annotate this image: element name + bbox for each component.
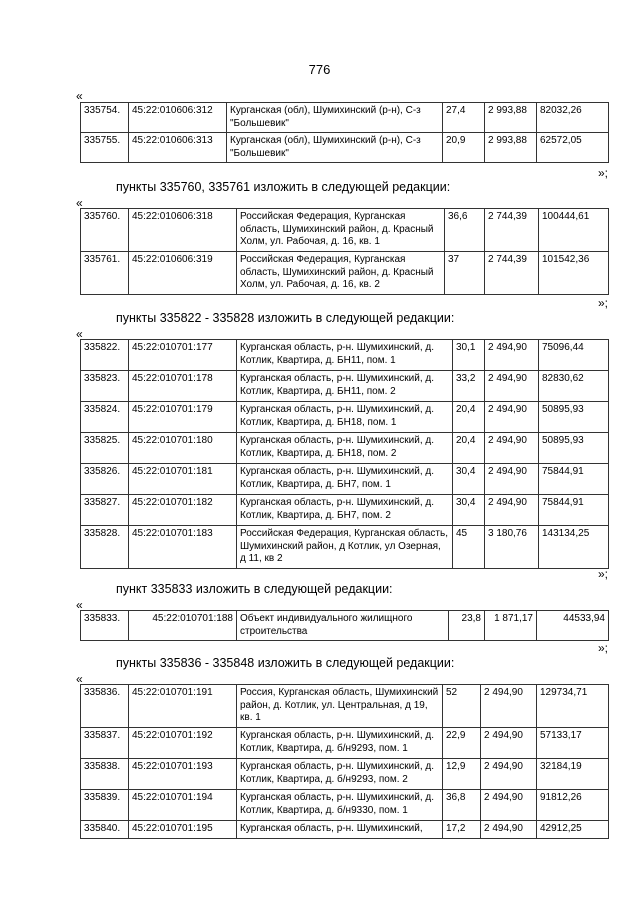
row-number: 335824. [81,402,129,433]
table-section-1 [80,102,609,163]
area: 20,4 [453,402,485,433]
rate: 2 993,88 [485,103,537,133]
table-section-5 [80,684,609,839]
cadastral-value: 50895,93 [539,402,609,433]
address: Курганская область, р-н. Шумихинский, д. Котлик, Квартира, д. б/н9330, пом. 1 [237,790,443,821]
table-row [81,611,609,641]
area: 27,4 [443,103,485,133]
rate: 2 494,90 [481,790,537,821]
open-quote: « [76,196,83,210]
cadastral-value: 75844,91 [539,464,609,495]
address: Курганская область, р-н. Шумихинский, д. Котлик, Квартира, д. БН7, пом. 1 [237,464,453,495]
cadastral-number: 45:22:010701:179 [129,402,237,433]
area: 17,2 [443,821,481,839]
row-number: 335826. [81,464,129,495]
cadastral-number: 45:22:010606:313 [129,133,227,163]
area: 30,1 [453,340,485,371]
cadastral-value: 75096,44 [539,340,609,371]
row-number: 335838. [81,759,129,790]
address: Курганская область, р-н. Шумихинский, д. Котлик, Квартира, д. б/н9293, пом. 2 [237,759,443,790]
instruction-text: пункты 335836 - 335848 изложить в следующей редакции: [116,656,455,670]
cadastral-number: 45:22:010701:181 [129,464,237,495]
table-row [81,526,609,569]
rate: 3 180,76 [485,526,539,569]
cadastral-value: 32184,19 [537,759,609,790]
cadastral-number: 45:22:010701:178 [129,371,237,402]
cadastral-number: 45:22:010606:318 [129,209,237,252]
table-row [81,433,609,464]
table-row [81,209,609,252]
cadastral-number: 45:22:010701:195 [129,821,237,839]
table-section-3 [80,339,609,569]
cadastral-number: 45:22:010701:182 [129,495,237,526]
instruction-text: пункты 335760, 335761 изложить в следующей редакции: [116,180,451,194]
cadastral-number: 45:22:010606:312 [129,103,227,133]
rate: 2 494,90 [485,495,539,526]
cadastral-number: 45:22:010701:194 [129,790,237,821]
cadastral-number: 45:22:010701:177 [129,340,237,371]
close-mark: »; [598,166,609,180]
cadastral-number: 45:22:010701:180 [129,433,237,464]
table-row [81,402,609,433]
area: 20,4 [453,433,485,464]
table-row [81,759,609,790]
address: Россия, Курганская область, Шумихинский район, д. Котлик, ул. Центральная, д 19, кв. 1 [237,685,443,728]
address: Курганская область, р-н. Шумихинский, д. Котлик, Квартира, д. б/н9293, пом. 1 [237,728,443,759]
area: 36,6 [445,209,485,252]
address: Курганская область, р-н. Шумихинский, д. Котлик, Квартира, д. БН7, пом. 2 [237,495,453,526]
address: Курганская (обл), Шумихинский (р-н), С-з "Большевик" [227,133,443,163]
area: 45 [453,526,485,569]
table-row [81,495,609,526]
row-number: 335839. [81,790,129,821]
table-row [81,133,609,163]
cadastral-value: 82032,26 [537,103,609,133]
rate: 2 744,39 [485,252,539,295]
open-quote: « [76,598,83,612]
cadastral-value: 91812,26 [537,790,609,821]
cadastral-value: 129734,71 [537,685,609,728]
area: 20,9 [443,133,485,163]
rate: 2 494,90 [485,340,539,371]
close-mark: »; [598,641,609,655]
address: Курганская область, р-н. Шумихинский, [237,821,443,839]
row-number: 335761. [81,252,129,295]
table-row [81,685,609,728]
table-row [81,728,609,759]
open-quote: « [76,89,83,103]
table-row [81,821,609,839]
table-row [81,340,609,371]
address: Российская Федерация, Курганская область, Шумихинский район, д Котлик, ул Озерная, д 11, кв 2 [237,526,453,569]
address: Курганская область, р-н. Шумихинский, д. Котлик, Квартира, д. БН11, пом. 1 [237,340,453,371]
rate: 2 494,90 [485,433,539,464]
rate: 2 494,90 [485,464,539,495]
address: Курганская (обл), Шумихинский (р-н), С-з "Большевик" [227,103,443,133]
cadastral-number: 45:22:010701:193 [129,759,237,790]
cadastral-value: 82830,62 [539,371,609,402]
row-number: 335760. [81,209,129,252]
table-row [81,790,609,821]
page-number: 776 [308,62,331,77]
cadastral-number: 45:22:010701:188 [129,611,237,641]
area: 22,9 [443,728,481,759]
cadastral-value: 44533,94 [537,611,609,641]
row-number: 335754. [81,103,129,133]
area: 36,8 [443,790,481,821]
address: Курганская область, р-н. Шумихинский, д. Котлик, Квартира, д. БН18, пом. 1 [237,402,453,433]
row-number: 335825. [81,433,129,464]
rate: 1 871,17 [485,611,537,641]
row-number: 335755. [81,133,129,163]
address: Объект индивидуального жилищного строительства [237,611,449,641]
close-mark: »; [598,296,609,310]
rate: 2 494,90 [485,402,539,433]
table-section-2 [80,208,609,295]
cadastral-value: 143134,25 [539,526,609,569]
cadastral-value: 101542,36 [539,252,609,295]
cadastral-number: 45:22:010606:319 [129,252,237,295]
area: 12,9 [443,759,481,790]
area: 23,8 [449,611,485,641]
cadastral-number: 45:22:010701:183 [129,526,237,569]
row-number: 335827. [81,495,129,526]
rate: 2 494,90 [485,371,539,402]
area: 52 [443,685,481,728]
area: 33,2 [453,371,485,402]
open-quote: « [76,672,83,686]
address: Курганская область, р-н. Шумихинский, д. Котлик, Квартира, д. БН18, пом. 2 [237,433,453,464]
row-number: 335840. [81,821,129,839]
cadastral-value: 50895,93 [539,433,609,464]
row-number: 335823. [81,371,129,402]
cadastral-value: 62572,05 [537,133,609,163]
instruction-text: пункты 335822 - 335828 изложить в следующей редакции: [116,311,455,325]
area: 30,4 [453,464,485,495]
address: Курганская область, р-н. Шумихинский, д. Котлик, Квартира, д. БН11, пом. 2 [237,371,453,402]
address: Российская Федерация, Курганская область, Шумихинский район, д. Красный Холм, ул. Рабочая, д. 16, кв. 2 [237,252,445,295]
table-row [81,371,609,402]
rate: 2 993,88 [485,133,537,163]
row-number: 335837. [81,728,129,759]
table-section-4 [80,610,609,641]
close-mark: »; [598,567,609,581]
table-row [81,103,609,133]
cadastral-value: 42912,25 [537,821,609,839]
address: Российская Федерация, Курганская область, Шумихинский район, д. Красный Холм, ул. Рабочая, д. 16, кв. 1 [237,209,445,252]
area: 30,4 [453,495,485,526]
row-number: 335828. [81,526,129,569]
cadastral-value: 57133,17 [537,728,609,759]
table-row [81,252,609,295]
cadastral-value: 100444,61 [539,209,609,252]
cadastral-number: 45:22:010701:192 [129,728,237,759]
cadastral-value: 75844,91 [539,495,609,526]
open-quote: « [76,327,83,341]
rate: 2 494,90 [481,759,537,790]
rate: 2 494,90 [481,685,537,728]
rate: 2 494,90 [481,821,537,839]
rate: 2 494,90 [481,728,537,759]
instruction-text: пункт 335833 изложить в следующей редакции: [116,582,393,596]
area: 37 [445,252,485,295]
row-number: 335836. [81,685,129,728]
rate: 2 744,39 [485,209,539,252]
table-row [81,464,609,495]
row-number: 335833. [81,611,129,641]
row-number: 335822. [81,340,129,371]
cadastral-number: 45:22:010701:191 [129,685,237,728]
